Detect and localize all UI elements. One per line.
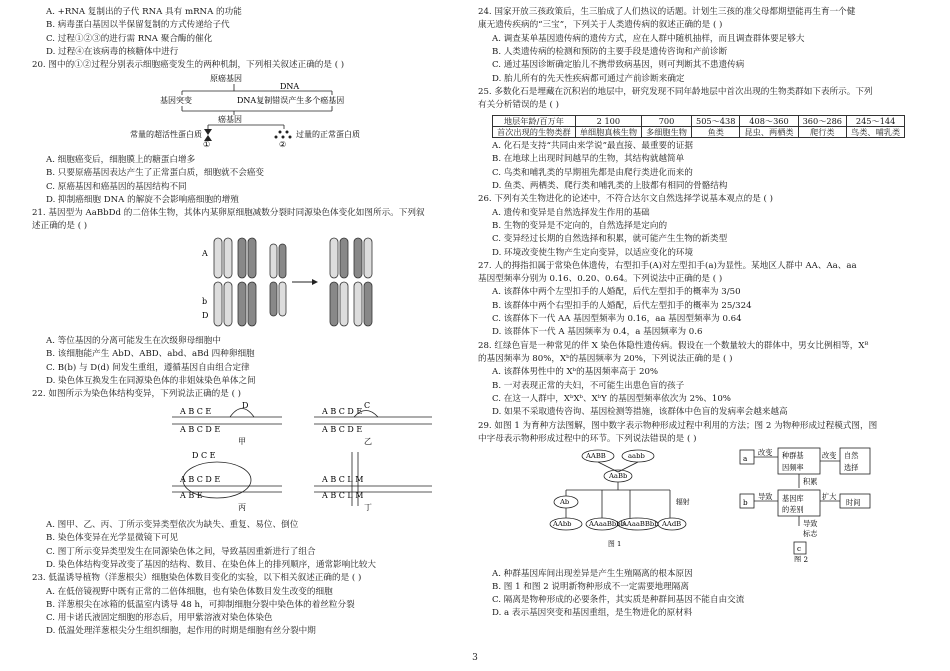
- q22-stem: 22. 如图所示为染色体结构变异，下列说法正确的是 ( ): [32, 389, 242, 400]
- table-header-cell: 地层年龄/百万年: [493, 115, 576, 126]
- label-oncogene: 癌基因: [218, 114, 242, 124]
- q29-option-d: D. a 表示基因突变和基因重组，是生物进化的原材料: [492, 608, 693, 619]
- yi-top-label: A B C D E: [322, 406, 363, 416]
- q22-variation-diagram: [32, 402, 452, 514]
- node-aabb: aabb: [628, 452, 645, 461]
- box-b: b: [743, 498, 748, 508]
- bing-bottom-label: A B E: [180, 490, 203, 500]
- label-accumulate: 积累: [803, 477, 818, 487]
- q19-option-d: D. 过程④在该病毒的核糖体中进行: [46, 46, 179, 57]
- q21-option-a: A. 等位基因的分离可能发生在次级卵母细胞中: [46, 336, 221, 347]
- table-cell: 408～360: [740, 115, 798, 126]
- label-lead: 导致: [758, 492, 773, 502]
- box-time: 时间: [846, 498, 861, 508]
- label-radiation: 辐射: [676, 498, 690, 507]
- jia-top-label: A B C E: [180, 406, 212, 416]
- q29-option-c: C. 隔离是物种形成的必要条件，其实质是种群间基因不能自由交流: [492, 595, 745, 606]
- ding-bottom-label: A B C L M: [322, 490, 364, 500]
- q24-stem-cont: 康无遗传疾病的“三宝”，下列关于人类遗传病的叙述正确的是 ( ): [478, 20, 723, 31]
- q27-stem: 27. 人的拇指扣属于常染色体遗传，右型扣手(A)对左型扣手(a)为显性。某地区人群中 AA、Aa、aa: [478, 260, 857, 271]
- node-AAaaBBbb: AAaaBBbb: [622, 520, 659, 529]
- q29-speciation-diagrams: [478, 446, 918, 562]
- q23-stem: 23. 低温诱导植物（洋葱根尖）细胞染色体数目变化的实验，以下相关叙述正确的是 ( ): [32, 573, 362, 584]
- q19-option-a: A. +RNA 复制出的子代 RNA 具有 mRNA 的功能: [46, 7, 242, 17]
- bing-caption: 丙: [238, 502, 246, 512]
- q20-option-c: C. 原癌基因和癌基因的基因结构不同: [46, 181, 187, 192]
- label-mark: 标志: [803, 529, 818, 539]
- right-column: [478, 6, 918, 621]
- ding-caption: 丁: [364, 502, 372, 512]
- node-Ab: Ab: [560, 498, 570, 507]
- table-cell: 2 100: [575, 115, 641, 126]
- table-cell: 505～438: [691, 115, 739, 126]
- q23-option-b: B. 洋葱根尖在冰箱的低温室内诱导 48 h，可抑制细胞分裂中染色体的着丝粒分裂: [46, 599, 355, 610]
- q28-option-b: B. 一对表现正常的夫妇，不可能生出患色盲的孩子: [492, 380, 685, 391]
- q25-option-c: C. 鸟类和哺乳类的早期祖先都是由爬行类进化而来的: [492, 167, 693, 178]
- table-cell: 700: [642, 115, 692, 126]
- q20-cancer-diagram: [32, 73, 452, 149]
- q23-option-d: D. 低温处理洋葱根尖分生组织细胞，起作用的时期是细胞有丝分裂中期: [46, 626, 316, 637]
- table-cell: 360～286: [798, 115, 846, 126]
- left-column: [32, 6, 452, 639]
- node-AAdB: AAdB: [662, 520, 682, 529]
- q25-stem: 25. 多数化石是埋藏在沉积岩的地层中，研究发现不同年龄地层中首次出现的生物类群如下表所示。下列: [478, 86, 873, 97]
- q27-option-c: C. 该群体下一代 AA 基因型频率为 0.16，aa 基因型频率为 0.64: [492, 314, 742, 325]
- yi-caption: 乙: [364, 436, 372, 446]
- box-gene-freq-1: 种群基: [782, 451, 804, 461]
- q26-option-c: C. 变异经过长期的自然选择和积累，就可能产生生物的新类型: [492, 234, 728, 245]
- q24-option-d: D. 胎儿所有的先天性疾病都可通过产前诊断来确定: [492, 73, 685, 84]
- q28-option-a: A. 该群体男性中的 Xᵇ的基因频率高于 20%: [492, 367, 659, 378]
- q21-stem: 21. 基因型为 AaBbDd 的二倍体生物，其体内某卵原细胞减数分裂时同源染色体变化如图所示。下列叙: [32, 208, 425, 219]
- box-gene-freq-2: 因频率: [782, 463, 804, 473]
- q24-stem: 24. 国家开放三孩政策后，生三胎成了人们热议的话题。计划生三孩的准父母都期望能再生育一个健: [478, 7, 856, 17]
- table-cell: 鸟类、哺乳类: [847, 126, 905, 137]
- label-circle-1: ①: [203, 139, 211, 149]
- q24-option-b: B. 人类遗传病的检测和预防的主要手段是遗传咨询和产前诊断: [492, 46, 728, 57]
- q28-stem-cont: 的基因频率为 80%，Xᵇ的基因频率为 20%，下列说法正确的是 ( ): [478, 354, 733, 364]
- label-circle-2: ②: [279, 139, 287, 149]
- q28-option-c: C. 在这一人群中，XᵇXᵇ、XᵇY 的基因型频率依次为 2%、10%: [492, 393, 731, 404]
- fig2-caption: 图 2: [794, 555, 809, 563]
- yi-bottom-label: A B C D E: [322, 424, 363, 434]
- table-cell: 昆虫、两栖类: [740, 126, 798, 137]
- table-cell: 单细胞真核生物: [575, 126, 641, 137]
- q20-option-b: B. 只要原癌基因表达产生了正常蛋白质，细胞就不会癌变: [46, 168, 265, 179]
- label-excess-protein: 过量的正常蛋白质: [296, 129, 360, 139]
- label-expand: 扩大: [822, 492, 837, 502]
- q21-option-b: B. 该细胞能产生 AbD、ABD、abd、aBd 四种卵细胞: [46, 349, 255, 360]
- node-AAaaBbbb: AAaaBbbb: [589, 520, 625, 529]
- box-natural-2: 选择: [844, 463, 859, 473]
- q20-option-d: D. 抑制癌细胞 DNA 的解旋不会影响癌细胞的增殖: [46, 194, 239, 205]
- node-AABB: AABB: [586, 452, 606, 461]
- q20-option-a: A. 细胞癌变后，细胞膜上的糖蛋白增多: [46, 154, 196, 165]
- box-c: c: [797, 544, 802, 554]
- table-row: [493, 126, 905, 137]
- ding-top-label: A B C L M: [322, 474, 364, 484]
- table-row: [493, 115, 905, 126]
- q28-stem: 28. 红绿色盲是一种常见的伴 X 染色体隐性遗传病。假设在一个数量较大的群体中，男女比例相等，Xᴮ: [478, 340, 869, 351]
- label-dna: DNA: [280, 81, 300, 91]
- table-cell: 多细胞生物: [642, 126, 692, 137]
- label-gene-b: b: [202, 296, 208, 306]
- q26-option-d: D. 环境改变使生物产生定向变异，以适应变化的环境: [492, 247, 694, 258]
- q25-option-b: B. 在地球上出现时间越早的生物，其结构就越简单: [492, 154, 685, 165]
- label-change: 改变: [758, 448, 773, 458]
- q27-option-b: B. 该群体中两个右型扣手的人婚配，后代左型扣手的概率为 25/324: [492, 300, 752, 311]
- q22-option-d: D. 染色体结构变异改变了基因的结构、数目、在染色体上的排列顺序，通常影响比较大: [46, 559, 377, 570]
- label-hyperactive-protein: 常量的超活性蛋白质: [130, 129, 202, 139]
- q29-stem-cont: 中字母表示物种形成过程中的环节。下列说法错误的是 ( ): [478, 433, 697, 444]
- q25-option-d: D. 鱼类、两栖类、爬行类和哺乳类的上肢都有相同的骨骼结构: [492, 180, 728, 191]
- bing-loop-label: D C E: [192, 450, 216, 460]
- q29-option-b: B. 图 1 和图 2 说明新物种形成不一定需要地理隔离: [492, 581, 689, 592]
- q26-stem: 26. 下列有关生物进化的论述中，不符合达尔文自然选择学说基本观点的是 ( ): [478, 194, 773, 205]
- q21-stem-cont: 述正确的是 ( ): [32, 221, 88, 232]
- q25-stem-cont: 有关分析错误的是 ( ): [478, 100, 559, 111]
- label-dna-error: DNA复制错误产生多个癌基因: [237, 95, 345, 105]
- q21-option-c: C. B(b) 与 D(d) 间发生重组，遵循基因自由组合定律: [46, 362, 250, 373]
- table-cell: 245～144: [847, 115, 905, 126]
- q19-option-b: B. 病毒蛋白基因以半保留复制的方式传递给子代: [46, 20, 230, 31]
- box-a: a: [743, 454, 748, 464]
- q20-stem: 20. 图中的①②过程分别表示细胞癌变发生的两种机制，下列相关叙述正确的是 ( ): [32, 60, 345, 71]
- node-AAbb: AAbb: [553, 520, 572, 529]
- table-cell: 爬行类: [798, 126, 846, 137]
- jia-bottom-label: A B C D E: [180, 424, 221, 434]
- label-proto-oncogene: 原癌基因: [210, 73, 242, 83]
- q23-option-c: C. 用卡诺氏液固定细胞的形态后，用甲紫溶液对染色体染色: [46, 613, 273, 624]
- q23-option-a: A. 在低倍镜视野中既有正常的二倍体细胞，也有染色体数目发生改变的细胞: [46, 586, 333, 597]
- q26-option-b: B. 生物的变异是不定向的，自然选择是定向的: [492, 220, 668, 231]
- box-genepool-1: 基因库: [782, 494, 804, 504]
- q29-stem: 29. 如图 1 为育种方法图解，图中数字表示物种形成过程中利用的方法；图 2 为物种形成过程模式图，图: [478, 420, 878, 431]
- q27-stem-cont: 基因型频率分别为 0.16、0.20、0.64。下列说法中正确的是 ( ): [478, 274, 723, 285]
- q22-option-a: A. 图甲、乙、丙、丁所示变异类型依次为缺失、重复、易位、倒位: [46, 519, 299, 530]
- q25-option-a: A. 化石是支持“共同由来学说”最直接、最重要的证据: [492, 141, 693, 151]
- q29-option-a: A. 种群基因库间出现差异是产生生殖隔离的根本原因: [492, 568, 693, 579]
- q22-option-c: C. 图丁所示变异类型发生在同源染色体之间，导致基因重新进行了组合: [46, 546, 316, 557]
- fig1-caption: 图 1: [608, 540, 622, 549]
- jia-caption: 甲: [238, 436, 246, 446]
- q28-option-d: D. 如果不采取遗传咨询、基因检测等措施，该群体中色盲的发病率会越来越高: [492, 407, 788, 418]
- jia-loop-label: D: [242, 401, 249, 410]
- label-gene-D: D: [202, 310, 209, 320]
- page-number: 3: [472, 653, 478, 663]
- q24-option-c: C. 通过基因诊断确定胎儿不携带致病基因，则可判断其不患遗传病: [492, 60, 745, 71]
- q21-chromosome-diagram: [32, 234, 452, 330]
- q21-option-d: D. 染色体互换发生在同源染色体的非姐妹染色单体之间: [46, 376, 256, 386]
- q25-fossil-table: [492, 115, 905, 139]
- label-gene-A: A: [202, 248, 208, 258]
- table-cell: 鱼类: [691, 126, 739, 137]
- q26-option-a: A. 遗传和变异是自然选择发生作用的基础: [492, 207, 650, 218]
- bing-top-label: A B C D E: [180, 474, 221, 484]
- node-AaBb: AaBb: [609, 472, 628, 481]
- label-lead-2: 导致: [803, 519, 818, 529]
- label-change-2: 改变: [822, 451, 837, 461]
- q19-option-c: C. 过程①②③的进行需 RNA 聚合酶的催化: [46, 33, 213, 44]
- box-natural-1: 自然: [844, 451, 859, 461]
- label-gene-mutation: 基因突变: [160, 95, 192, 105]
- table-header-cell: 首次出现的生物类群: [493, 126, 576, 137]
- q27-option-d: D. 该群体下一代 A 基因频率为 0.4，a 基因频率为 0.6: [492, 327, 703, 338]
- q24-option-a: A. 调查某单基因遗传病的遗传方式，应在人群中随机抽样，而且调查群体要足够大: [492, 33, 805, 44]
- box-genepool-2: 的差别: [782, 505, 804, 515]
- yi-loop-label: C: [364, 401, 371, 410]
- q27-option-a: A. 该群体中两个左型扣手的人婚配，后代左型扣手的概率为 3/50: [492, 287, 741, 298]
- q22-option-b: B. 染色体变异在光学显微镜下可见: [46, 533, 179, 544]
